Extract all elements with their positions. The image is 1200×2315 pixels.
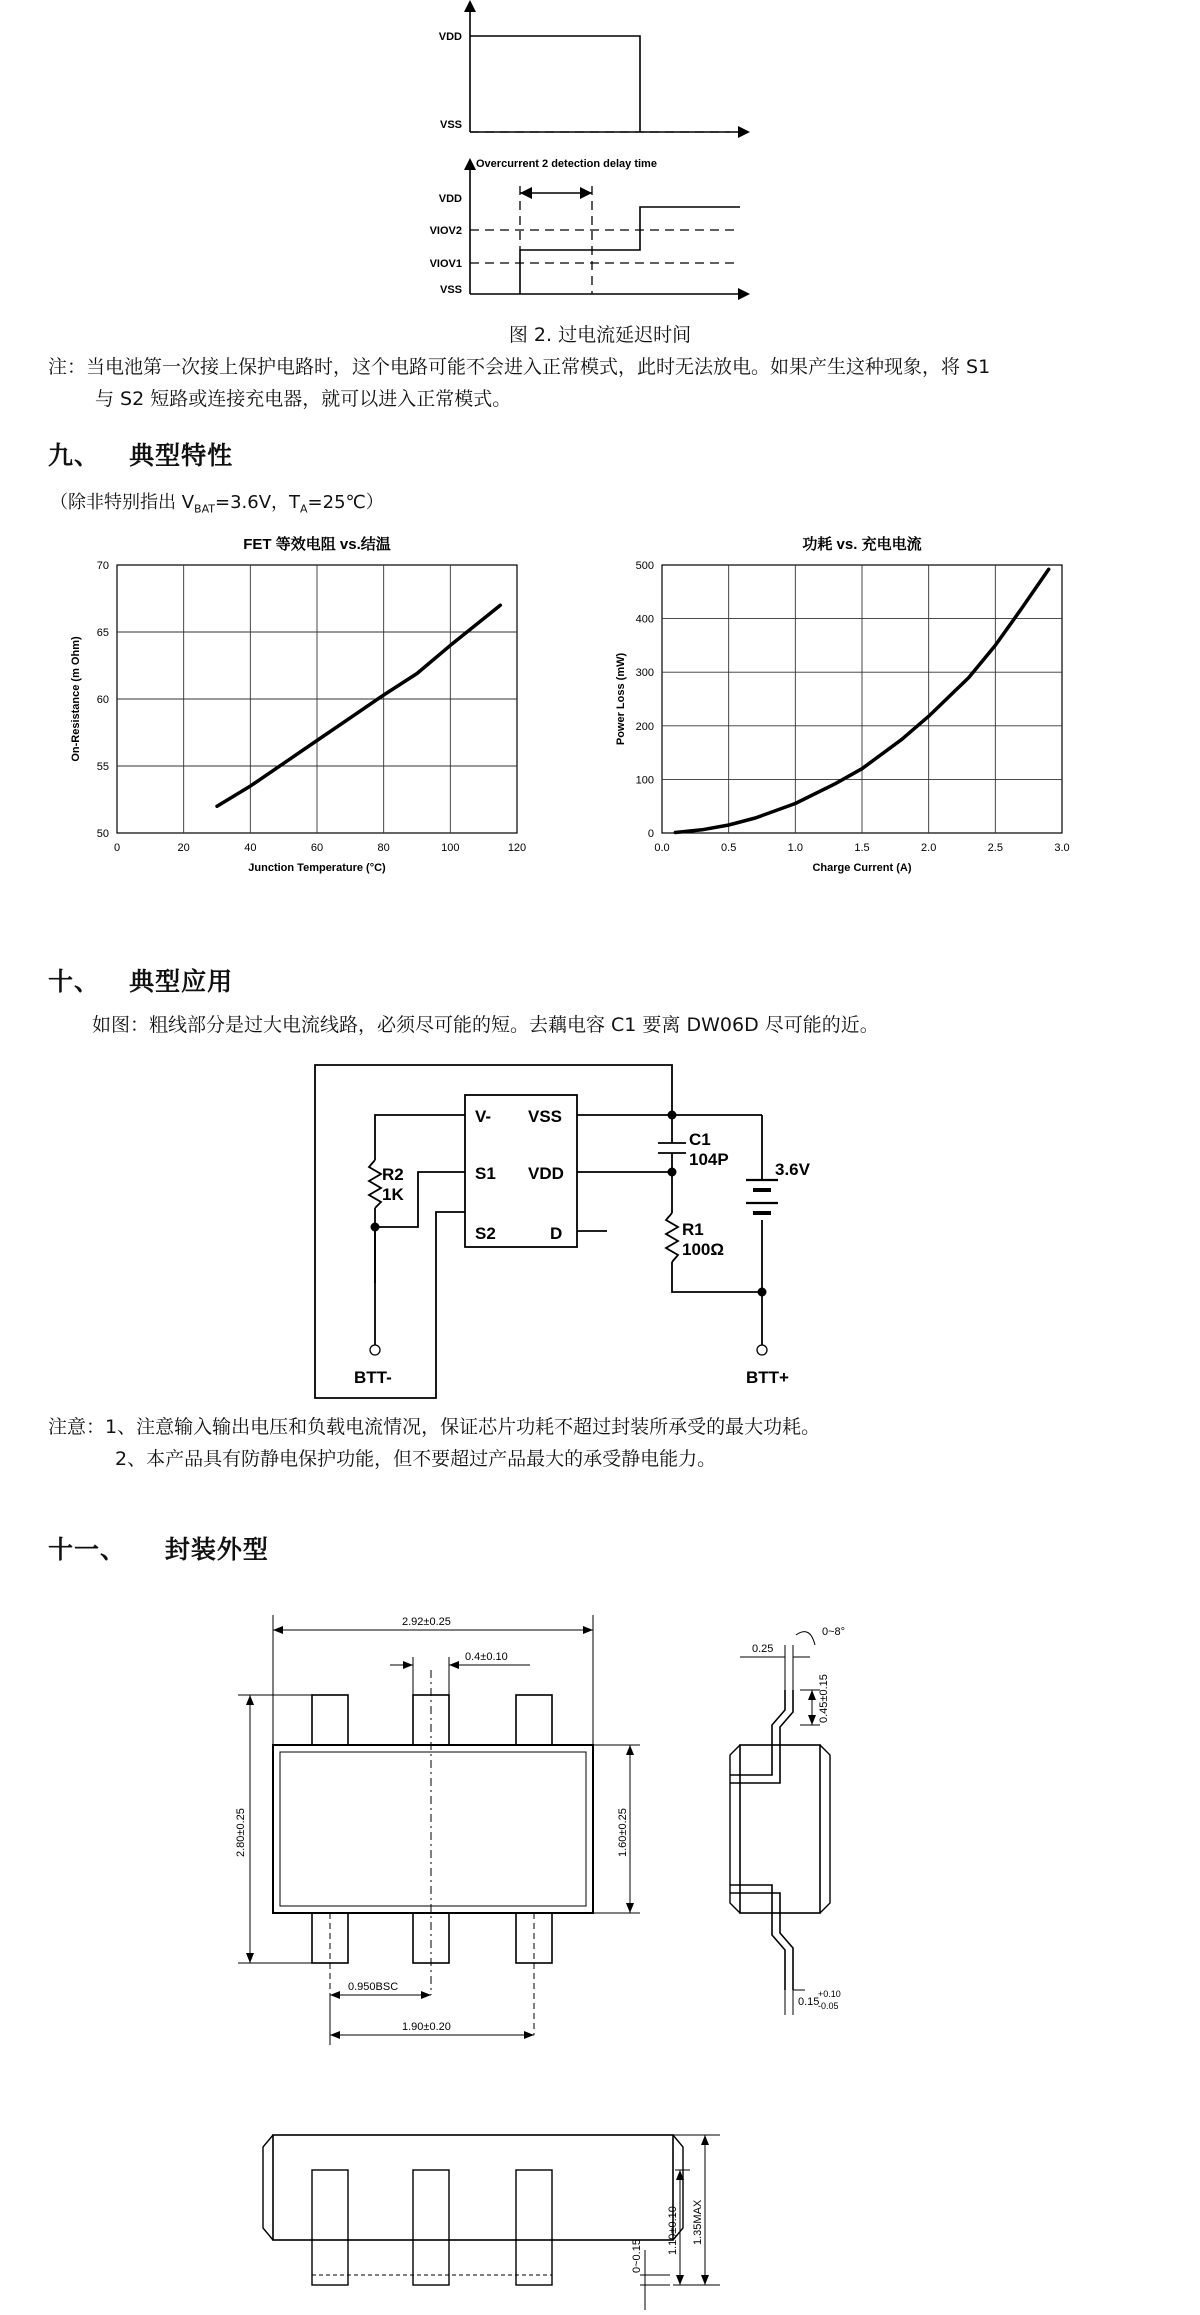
pin-vdd: VDD [528, 1164, 564, 1183]
pin-vss: VSS [528, 1107, 563, 1126]
condition-c: =25℃） [307, 492, 384, 513]
dim-max-height: 1.35MAX [692, 2199, 704, 2245]
dim-lead-thickness: 0.25 [752, 1643, 774, 1655]
dim-lead-width: 0.4±0.10 [465, 1651, 508, 1663]
section-9-title: 九、 典型特性 [48, 441, 234, 470]
y-tick-label: 65 [96, 627, 109, 639]
y-tick-label: 200 [635, 720, 654, 733]
chart-title: 功耗 vs. 充电电流 [802, 536, 922, 553]
pin-vminus: V- [475, 1107, 492, 1126]
note-line-2: 与 S2 短路或连接充电器，就可以进入正常模式。 [95, 388, 512, 410]
x-axis-label: Junction Temperature (°C) [248, 862, 386, 874]
x-axis-label: Charge Current (A) [812, 862, 912, 874]
btt-plus: BTT+ [746, 1368, 789, 1387]
c1-value: 104P [689, 1150, 729, 1169]
label-vss-top: VSS [439, 119, 462, 131]
x-tick-label: 20 [177, 842, 190, 854]
y-tick-label: 300 [635, 667, 654, 680]
x-tick-label: 0.5 [721, 842, 737, 854]
x-tick-label: 3.0 [1054, 842, 1070, 854]
r2-label: R2 [382, 1165, 404, 1184]
timing-diagram [420, 0, 760, 305]
y-tick-label: 70 [96, 560, 109, 572]
x-tick-label: 1.0 [787, 842, 803, 854]
note-line-1: 注：当电池第一次接上保护电路时，这个电路可能不会进入正常模式，此时无法放电。如果产生这种现象，将 S1 [48, 356, 991, 378]
label-viov1: VIOV1 [429, 258, 462, 270]
y-axis-label: On-Resistance (m Ohm) [70, 636, 82, 762]
dim-height: 2.80±0.25 [235, 1808, 247, 1857]
pin-d: D [550, 1224, 563, 1243]
condition-sub-a: A [300, 502, 308, 516]
r1-value: 100Ω [682, 1240, 724, 1259]
section-10-title: 十、 典型应用 [48, 967, 234, 996]
dim-foot: 0.45±0.15 [818, 1674, 830, 1723]
figure-caption: 图 2. 过电流延迟时间 [508, 324, 692, 346]
battery-label: 3.6V [775, 1160, 810, 1179]
application-circuit [300, 1055, 820, 1410]
application-desc: 如图：粗线部分是过大电流线路，必须尽可能的短。去藕电容 C1 要离 DW06D 尽可能的近。 [92, 1014, 879, 1036]
label-vss: VSS [439, 284, 462, 296]
y-tick-label: 500 [635, 560, 654, 572]
chart-power-loss [600, 525, 1090, 895]
x-tick-label: 60 [310, 842, 324, 854]
y-tick-label: 100 [635, 774, 654, 787]
chart-title: FET 等效电阻 vs.结温 [243, 536, 391, 553]
delay-title: Overcurrent 2 detection delay time [476, 158, 657, 170]
x-tick-label: 2.0 [921, 842, 937, 854]
condition-text [50, 488, 384, 516]
condition-sub-bat: BAT [194, 502, 215, 516]
dim-angle: 0~8° [822, 1626, 846, 1638]
label-vdd: VDD [438, 193, 462, 205]
condition-a: （除非特别指出 V [50, 492, 195, 513]
dim-span: 1.90±0.20 [402, 2021, 451, 2033]
label-vdd-top: VDD [438, 31, 462, 43]
y-tick-label: 400 [635, 613, 654, 626]
dim-width: 2.92±0.25 [402, 1616, 451, 1628]
c1-label: C1 [689, 1130, 711, 1149]
label-viov2: VIOV2 [429, 225, 462, 237]
section-11-title: 十一、 封装外型 [48, 1535, 269, 1564]
x-tick-label: 0.0 [654, 842, 670, 854]
x-tick-label: 120 [507, 842, 527, 854]
dim-pitch: 0.950BSC [348, 1981, 399, 1993]
dim-body-height: 1.10±0.10 [667, 2206, 679, 2255]
pin-s1: S1 [475, 1164, 496, 1183]
x-tick-label: 0 [113, 842, 121, 854]
dim-thk-minus: -0.05 [818, 2001, 839, 2011]
y-tick-label: 50 [96, 828, 109, 840]
app-note-1: 注意：1、注意输入输出电压和负载电流情况，保证芯片功耗不超过封装所承受的最大功耗。 [48, 1416, 821, 1438]
r1-label: R1 [682, 1220, 704, 1239]
y-axis-label: Power Loss (mW) [615, 652, 627, 746]
x-tick-label: 40 [244, 842, 257, 854]
btt-minus: BTT- [354, 1368, 392, 1387]
dim-thk: 0.15 [798, 1996, 820, 2008]
pin-s2: S2 [475, 1224, 496, 1243]
x-tick-label: 80 [377, 842, 390, 854]
condition-b: =3.6V，T [214, 492, 301, 513]
package-outline [200, 1595, 980, 2310]
y-tick-label: 0 [647, 828, 654, 840]
dim-body: 1.60±0.25 [617, 1808, 629, 1857]
dim-standoff: 0~0.15 [631, 2239, 643, 2273]
app-note-2: 2、本产品具有防静电保护功能，但不要超过产品最大的承受静电能力。 [115, 1448, 717, 1470]
x-tick-label: 2.5 [987, 842, 1003, 854]
y-tick-label: 60 [96, 694, 109, 706]
chart-on-resistance [55, 525, 545, 895]
r2-value: 1K [382, 1185, 404, 1204]
dim-thk-plus: +0.10 [818, 1989, 841, 1999]
x-tick-label: 100 [441, 842, 460, 854]
y-tick-label: 55 [96, 761, 109, 773]
x-tick-label: 1.5 [854, 842, 870, 854]
